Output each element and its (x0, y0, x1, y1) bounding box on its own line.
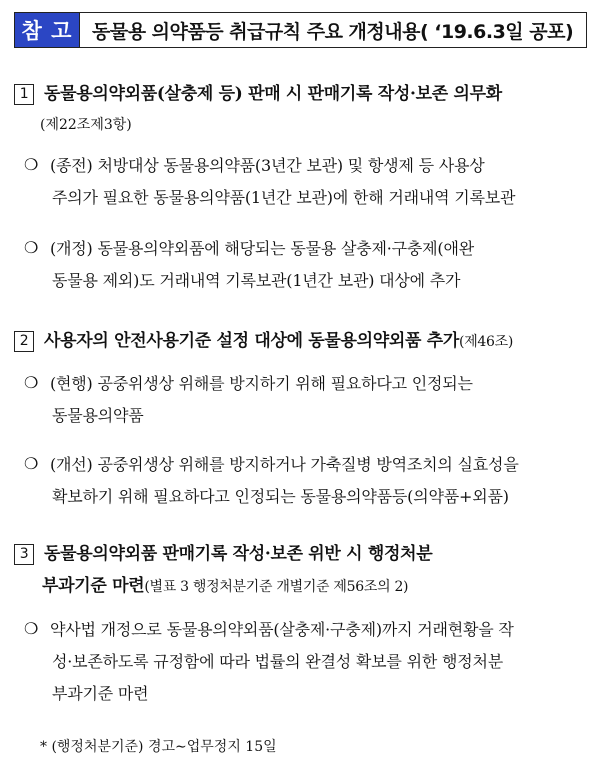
bullet-icon: ❍ (24, 373, 39, 392)
bullet-icon: ❍ (24, 155, 39, 174)
section-1-article: (제22조제3항) (40, 117, 132, 133)
reference-badge: 참 고 (15, 13, 80, 47)
footnote: * (행정처분기준) 경고∼업무정지 15일 (40, 739, 277, 755)
section-number-box: 2 (14, 331, 34, 352)
bullet-line: 동물용 제외)도 거래내역 기록보관(1년간 보관) 대상에 추가 (52, 271, 461, 290)
section-1-heading (14, 79, 502, 105)
section-1-title: 동물용의약외품(살충제 등) 판매 시 판매기록 작성·보존 의무화 (44, 84, 502, 104)
section-3-title-line-2: 부과기준 마련 (42, 576, 145, 596)
bullet-icon: ❍ (24, 238, 39, 257)
section-2-heading (14, 326, 513, 352)
section-number-box: 1 (14, 84, 34, 105)
bullet-line: 주의가 필요한 동물용의약품(1년간 보관)에 한해 거래내역 기록보관 (52, 188, 516, 207)
section-number-box: 3 (14, 544, 34, 565)
bullet-line: 부과기준 마련 (52, 684, 149, 703)
bullet-icon: ❍ (24, 619, 39, 638)
section-3-heading-cont (42, 571, 408, 596)
bullet-line: (개선) 공중위생상 위해를 방지하거나 가축질병 방역조치의 실효성을 (50, 455, 519, 474)
bullet-line: (종전) 처방대상 동물용의약품(3년간 보관) 및 항생제 등 사용상 (50, 156, 485, 175)
section-2-article: (제46조) (459, 334, 514, 350)
document-header (14, 12, 587, 48)
bullet-line: 동물용의약품 (52, 406, 144, 425)
bullet-line: 약사법 개정으로 동물용의약외품(살충제·구충제)까지 거래현황을 작 (50, 620, 514, 639)
document-title: 동물용 의약품등 취급규칙 주요 개정내용( ‘19.6.3일 공포) (92, 20, 574, 43)
section-3-heading (14, 539, 432, 565)
bullet-line: 확보하기 위해 필요하다고 인정되는 동물용의약품등(의약품+외품) (52, 487, 509, 506)
section-3-article: (별표 3 행정처분기준 개별기준 제56조의 2) (144, 579, 409, 595)
bullet-icon: ❍ (24, 454, 39, 473)
bullet-line: 성·보존하도록 규정함에 따라 법률의 완결성 확보를 위한 행정처분 (52, 652, 504, 671)
bullet-line: (개정) 동물용의약외품에 해당되는 동물용 살충제·구충제(애완 (50, 239, 474, 258)
bullet-line: (현행) 공중위생상 위해를 방지하기 위해 필요하다고 인정되는 (50, 374, 473, 393)
section-2-title: 사용자의 안전사용기준 설정 대상에 동물용의약외품 추가 (44, 331, 460, 351)
section-3-title-line-1: 동물용의약외품 판매기록 작성·보존 위반 시 행정처분 (44, 544, 433, 564)
